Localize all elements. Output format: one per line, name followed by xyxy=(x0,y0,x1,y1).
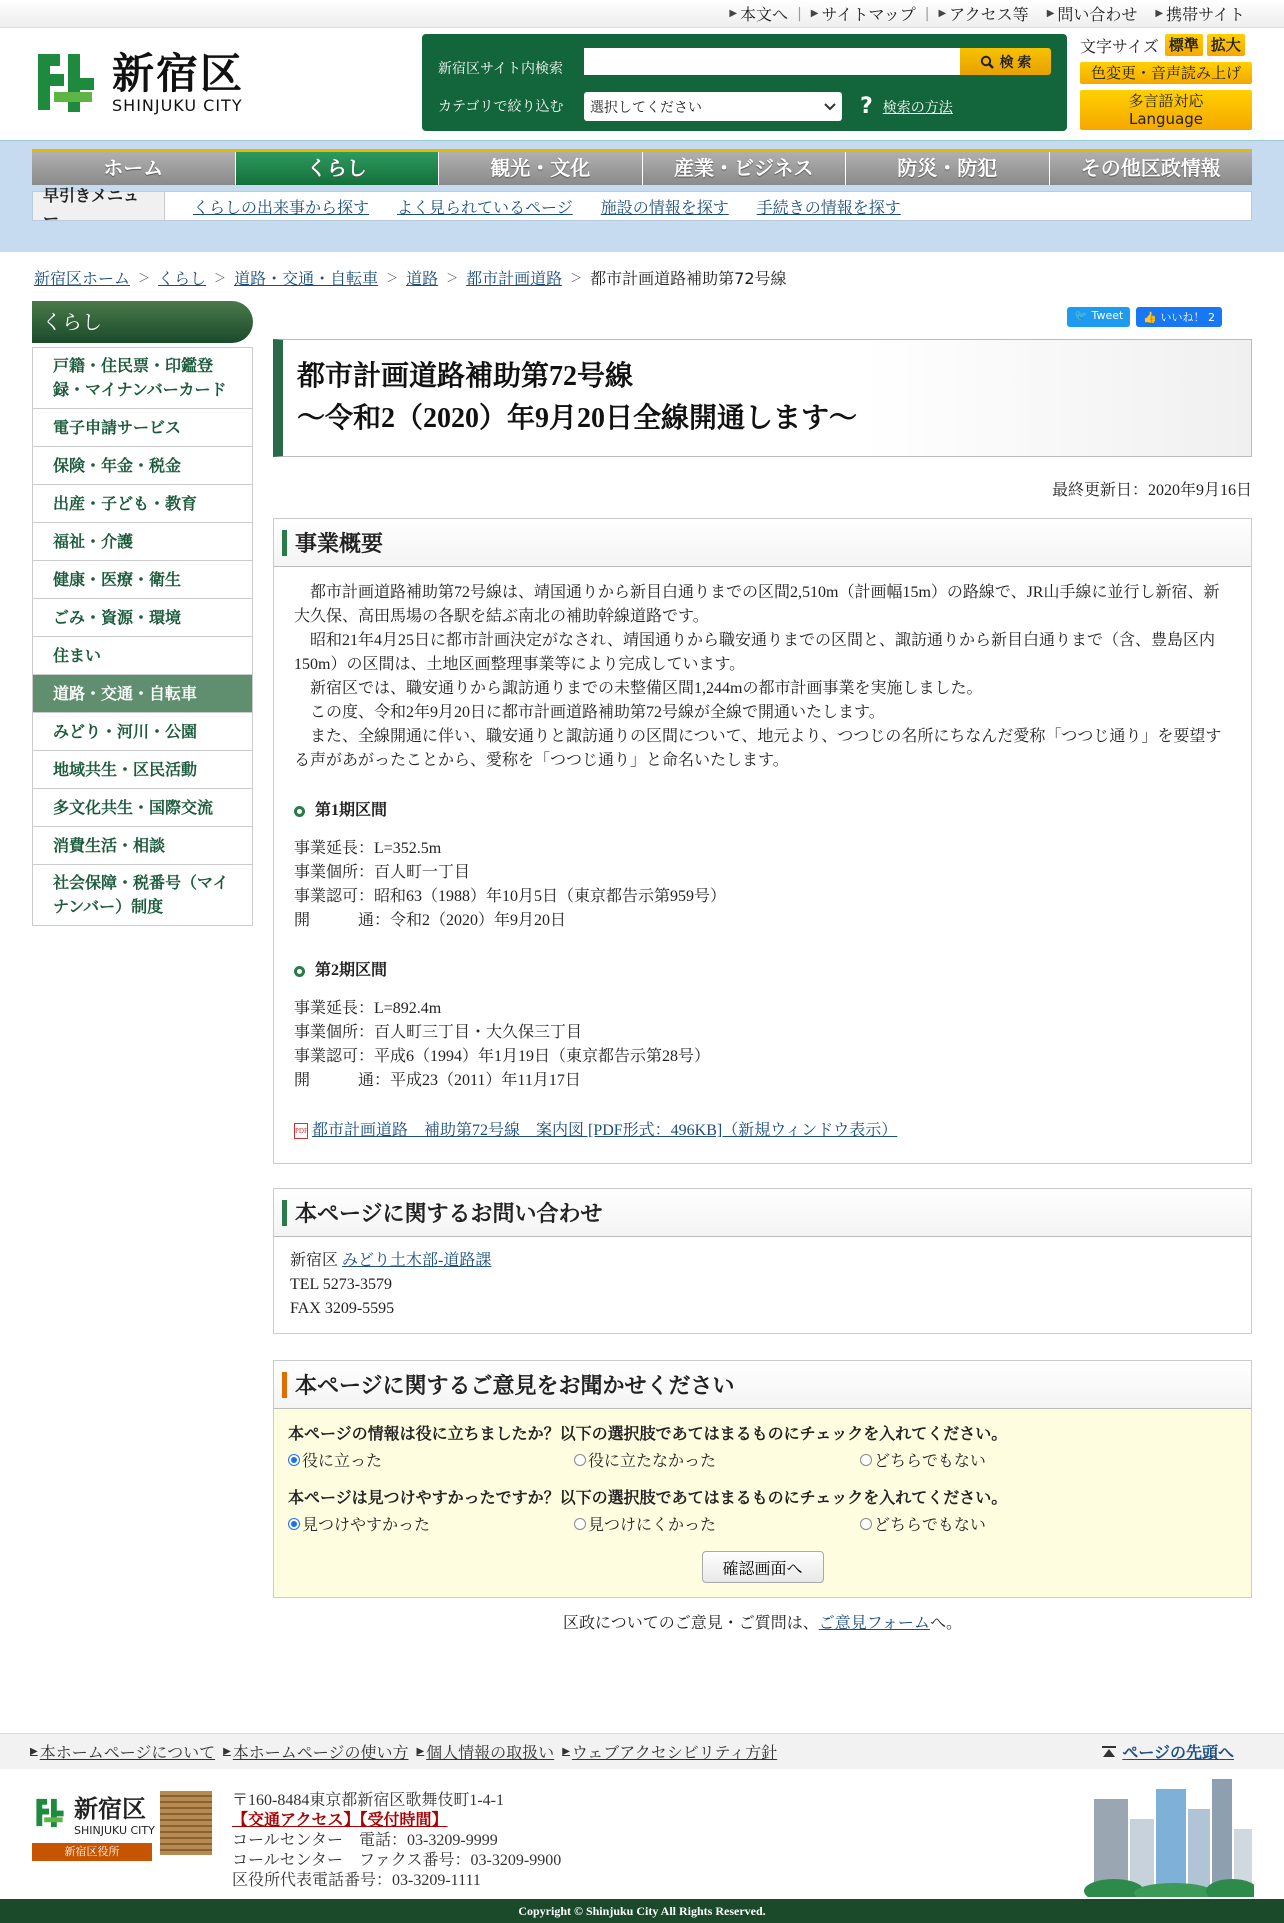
footer-link-label: 本ホームページの使い方 xyxy=(232,1743,409,1762)
breadcrumb-current: 都市計画道路補助第72号線 xyxy=(590,269,787,288)
pdf-download xyxy=(294,1119,1231,1143)
quick-menu-label: 早引きメニュー xyxy=(33,192,165,220)
sidebar-item-childbirth-education[interactable]: 出産・子ども・教育 xyxy=(33,484,252,522)
nav-tourism-culture[interactable]: 観光・文化 xyxy=(439,152,643,185)
phase1-location: 事業個所：百人町一丁目 xyxy=(294,864,471,881)
opinion-suffix: へ。 xyxy=(929,1615,962,1632)
survey-option-neutral-1[interactable] xyxy=(860,1448,1146,1471)
global-nav xyxy=(32,149,1252,185)
sidebar-item-consumer[interactable]: 消費生活・相談 xyxy=(33,826,252,864)
nav-industry-business[interactable]: 産業・ビジネス xyxy=(643,152,847,185)
util-link-sitemap[interactable]: ▶ サイトマップ xyxy=(802,2,925,25)
quick-menu xyxy=(32,186,1252,228)
page-title-line1: 都市計画道路補助第72号線 xyxy=(297,361,634,392)
tweet-label: Tweet xyxy=(1091,309,1124,322)
overview-paragraph: また、全線開通に伴い、職安通りと諏訪通りの区間について、地元より、つつじの名所にちなんだ愛称「つつじ通り」を要望する声があがったことから、愛称を「つつじ通り」と命名いたします。 xyxy=(294,728,1222,769)
search-button[interactable] xyxy=(960,48,1051,75)
main-tel: 区役所代表電話番号：03-3209-1111 xyxy=(232,1872,481,1889)
phase2-facts xyxy=(294,997,1231,1093)
option-label: どちらでもない xyxy=(874,1517,986,1534)
main-content xyxy=(273,301,1252,1633)
page-title-line2: ～令和2（2020）年9月20日全線開通します～ xyxy=(297,403,858,434)
sidebar-item-insurance-tax[interactable]: 保険・年金・税金 xyxy=(33,446,252,484)
survey-body xyxy=(274,1409,1251,1597)
search-icon xyxy=(980,55,994,69)
back-to-top-label: ページの先頭へ xyxy=(1122,1743,1234,1762)
breadcrumb-separator: ＞ xyxy=(138,271,151,285)
call-center-fax: コールセンター ファクス番号：03-3209-9900 xyxy=(232,1852,562,1869)
sidebar-item-e-application[interactable]: 電子申請サービス xyxy=(33,408,252,446)
overview-paragraph: この度、令和2年9月20日に都市計画道路補助第72号線が全線で開通いたします。 xyxy=(310,704,885,721)
contact-dept-link[interactable]: みどり土木部-道路課 xyxy=(342,1252,492,1269)
option-label: 役に立った xyxy=(302,1453,383,1470)
nav-other-govt[interactable]: その他区政情報 xyxy=(1050,152,1253,185)
footer-link-privacy[interactable]: ▶ 個人情報の取扱い xyxy=(416,1740,554,1763)
font-size-controls xyxy=(1080,34,1252,56)
radio[interactable] xyxy=(574,1518,586,1530)
survey-header xyxy=(274,1361,1251,1409)
font-size-label: 文字サイズ xyxy=(1080,36,1159,56)
overview-section xyxy=(273,518,1252,1164)
survey-question-2: 本ページは見つけやすかったですか？以下の選択肢であてはまるものにチェックを入れてください。 xyxy=(288,1490,1008,1507)
nav-kurashi[interactable]: くらし xyxy=(236,152,440,185)
overview-paragraph: 都市計画道路補助第72号線は、靖国通りから新目白通りまでの区間2,510m（計画幅15m）の路線で、JR山手線に並行し新宿、新大久保、高田馬場の各駅を結ぶ南北の補助幹線道路です。 xyxy=(294,584,1220,625)
thumbs-up-icon: 👍 xyxy=(1143,311,1161,324)
sidebar-item-green-parks[interactable]: みどり・河川・公園 xyxy=(33,712,252,750)
cityscape-illustration xyxy=(1084,1779,1254,1897)
phase2-approval: 事業認可：平成6（1994）年1月19日（東京都告示第28号） xyxy=(294,1048,711,1065)
contact-fax: FAX 3209-5595 xyxy=(290,1300,395,1317)
survey-heading: 本ページに関するご意見をお聞かせください xyxy=(295,1373,735,1398)
category-select-value: 選択してください xyxy=(590,99,702,116)
chevron-down-icon xyxy=(824,103,836,111)
sidebar-item-health[interactable]: 健康・医療・衛生 xyxy=(33,560,252,598)
nav-home[interactable]: ホーム xyxy=(32,152,236,185)
pdf-icon: PDF xyxy=(294,1123,308,1139)
survey-section xyxy=(273,1360,1252,1598)
font-size-large-button[interactable]: 拡大 xyxy=(1207,34,1245,56)
phase2-heading-text: 第2期区間 xyxy=(315,962,388,979)
survey-options-2 xyxy=(288,1512,1237,1535)
sidebar-item-housing[interactable]: 住まい xyxy=(33,636,252,674)
survey-option-neutral-2[interactable] xyxy=(860,1512,1146,1535)
page-title-box xyxy=(273,339,1252,457)
category-label: カテゴリで絞り込む xyxy=(438,99,564,115)
breadcrumb-separator: ＞ xyxy=(214,271,227,285)
contact-tel: TEL 5273-3579 xyxy=(290,1276,393,1293)
radio[interactable] xyxy=(860,1518,872,1530)
search-help xyxy=(860,94,953,119)
navigation-area xyxy=(0,140,1284,252)
footer-address-line: 〒160-8484東京都新宿区歌舞伎町1-4-1 xyxy=(232,1792,504,1809)
breadcrumb-separator: ＞ xyxy=(446,271,459,285)
call-center-tel: コールセンター 電話：03-3209-9999 xyxy=(232,1832,498,1849)
office-hours-link[interactable]: 【受付時間】 xyxy=(359,1812,448,1829)
contact-section xyxy=(273,1188,1252,1334)
ring-bullet-icon xyxy=(294,966,305,977)
contact-prefix: 新宿区 xyxy=(290,1252,339,1269)
phase1-opening: 開 通：令和2（2020）年9月20日 xyxy=(294,912,567,929)
survey-options-1 xyxy=(288,1448,1237,1471)
phase1-approval: 事業認可：昭和63（1988）年10月5日（東京都告示第959号） xyxy=(294,888,727,905)
overview-body xyxy=(274,567,1251,1163)
option-label: どちらでもない xyxy=(874,1453,986,1470)
footer-link-label: ウェブアクセシビリティ方針 xyxy=(571,1743,778,1762)
contact-heading: 本ページに関するお問い合わせ xyxy=(295,1201,603,1226)
pdf-link[interactable]: 都市計画道路 補助第72号線 案内図 [PDF形式：496KB]（新規ウィンドウ表示） xyxy=(312,1122,898,1139)
nav-disaster-security[interactable]: 防災・防犯 xyxy=(846,152,1050,185)
footer-links xyxy=(0,1733,1284,1769)
twitter-icon: 🐦 xyxy=(1074,309,1092,322)
contact-dept-line xyxy=(290,1249,1235,1273)
breadcrumb-city-plan-road[interactable]: 都市計画道路 xyxy=(466,269,563,288)
overview-paragraph: 新宿区では、職安通りから諏訪通りまでの未整備区間1,244mの都市計画事業を実施しました。 xyxy=(310,680,983,697)
quick-link-life-events[interactable]: くらしの出来事から探す xyxy=(193,197,370,217)
option-label: 役に立たなかった xyxy=(588,1453,717,1470)
site-header xyxy=(0,28,1284,140)
footer-office-label: 新宿区役所 xyxy=(32,1843,152,1861)
traffic-access-link[interactable]: 【交通アクセス】 xyxy=(232,1812,360,1829)
heading-bar xyxy=(282,530,287,556)
quick-link-popular[interactable]: よく見られているページ xyxy=(397,197,573,217)
phase2-heading xyxy=(294,959,1231,983)
util-link-skip[interactable]: ▶ 本文へ xyxy=(720,2,797,25)
accessibility-tools xyxy=(1080,34,1252,130)
language-button[interactable] xyxy=(1080,90,1252,130)
font-size-standard-button[interactable]: 標準 xyxy=(1165,34,1203,56)
like-label: いいね！ 2 xyxy=(1160,311,1215,324)
phase2-length: 事業延長：L=892.4m xyxy=(294,1000,442,1017)
site-logo[interactable] xyxy=(30,48,244,118)
footer-address xyxy=(232,1791,561,1891)
page-title xyxy=(297,356,1237,440)
search-button-label: 検 索 xyxy=(999,53,1032,70)
opinion-prefix: 区政についてのご意見・ご質問は、 xyxy=(563,1615,819,1632)
opinion-line xyxy=(273,1610,1252,1633)
sidebar xyxy=(32,301,253,1633)
heading-bar xyxy=(282,1200,287,1226)
sidebar-title: くらし xyxy=(32,301,253,343)
breadcrumb-separator: ＞ xyxy=(570,271,583,285)
social-buttons xyxy=(273,307,1252,327)
overview-header xyxy=(274,519,1251,567)
radio-selected[interactable] xyxy=(288,1518,300,1530)
footer-link-about[interactable]: ▶ 本ホームページについて xyxy=(30,1740,215,1763)
shinjuku-logo-mark-icon xyxy=(32,1796,68,1830)
footer-link-usage[interactable]: ▶ 本ホームページの使い方 xyxy=(223,1740,408,1763)
quick-link-procedures[interactable]: 手続きの情報を探す xyxy=(756,197,901,217)
breadcrumb-kurashi[interactable]: くらし xyxy=(158,269,207,288)
survey-option-easy[interactable] xyxy=(288,1512,574,1535)
logo-title: 新宿区 xyxy=(112,48,245,98)
like-button[interactable] xyxy=(1136,307,1222,327)
phase1-facts xyxy=(294,837,1231,933)
sidebar-item-road-traffic[interactable]: 道路・交通・自転車 xyxy=(33,674,252,712)
survey-option-hard[interactable] xyxy=(574,1512,860,1535)
confirm-button[interactable]: 確認画面へ xyxy=(702,1551,824,1583)
content-wrapper xyxy=(32,301,1252,1633)
sidebar-item-my-number[interactable]: 社会保障・税番号（マイナンバー）制度 xyxy=(33,864,252,925)
phase2-opening: 開 通：平成23（2011）年11月17日 xyxy=(294,1072,581,1089)
shinjuku-logo-mark-icon xyxy=(30,48,102,118)
util-link-label: 本文へ xyxy=(740,5,789,24)
breadcrumb-separator: ＞ xyxy=(386,271,399,285)
footer-logo xyxy=(32,1789,155,1861)
footer-link-label: 個人情報の取扱い xyxy=(426,1743,555,1762)
language-button-en: Language xyxy=(1128,110,1204,128)
arrow-up-icon xyxy=(1102,1746,1116,1758)
contact-body xyxy=(274,1237,1251,1333)
footer-info xyxy=(0,1769,1284,1899)
copyright: Copyright © Shinjuku City All Rights Reserved. xyxy=(0,1899,1284,1923)
back-to-top-link[interactable] xyxy=(1102,1740,1234,1763)
sidebar-item-multicultural[interactable]: 多文化共生・国際交流 xyxy=(33,788,252,826)
option-label: 見つけにくかった xyxy=(588,1517,717,1534)
survey-option-not-helpful[interactable] xyxy=(574,1448,860,1471)
breadcrumb-road[interactable]: 道路 xyxy=(406,269,439,288)
contact-header xyxy=(274,1189,1251,1237)
quick-link-facilities[interactable]: 施設の情報を探す xyxy=(600,197,729,217)
sidebar-item-community[interactable]: 地域共生・区民活動 xyxy=(33,750,252,788)
search-label: 新宿区サイト内検索 xyxy=(438,61,564,77)
tweet-button[interactable] xyxy=(1067,307,1130,327)
language-button-jp: 多言語対応 xyxy=(1128,92,1204,110)
footer-logo-subtitle: SHINJUKU CITY xyxy=(74,1824,155,1837)
color-voice-button[interactable]: 色変更・音声読み上げ xyxy=(1080,62,1252,84)
radio-selected[interactable] xyxy=(288,1454,300,1466)
util-link-access[interactable]: ▶ アクセス等 xyxy=(929,2,1037,25)
ring-bullet-icon xyxy=(294,806,305,817)
sidebar-item-garbage[interactable]: ごみ・資源・環境 xyxy=(33,598,252,636)
util-link-mobile[interactable]: ▶ 携帯サイト xyxy=(1146,2,1254,25)
sidebar-list xyxy=(32,347,253,926)
search-input[interactable] xyxy=(584,48,960,75)
footer-link-accessibility[interactable]: ▶ ウェブアクセシビリティ方針 xyxy=(562,1740,777,1763)
util-link-contact[interactable]: ▶ 問い合わせ xyxy=(1038,2,1147,25)
option-label: 見つけやすかった xyxy=(302,1517,431,1534)
opinion-form-link[interactable]: ご意見フォーム xyxy=(818,1615,930,1632)
utility-bar: ▶ 本文へ | ▶ サイトマップ | ▶ アクセス等 ▶ 問い合わせ ▶ 携帯サイト xyxy=(0,0,1284,28)
breadcrumb-home[interactable]: 新宿区ホーム xyxy=(34,269,131,288)
phase1-heading-text: 第1期区間 xyxy=(315,802,388,819)
survey-question-1: 本ページの情報は役に立ちましたか？以下の選択肢であてはまるものにチェックを入れてください。 xyxy=(288,1426,1008,1443)
survey-option-helpful[interactable] xyxy=(288,1448,574,1471)
util-link-label: 携帯サイト xyxy=(1166,5,1245,24)
phase2-location: 事業個所：百人町三丁目・大久保三丁目 xyxy=(294,1024,583,1041)
breadcrumb xyxy=(34,266,1250,289)
overview-paragraph: 昭和21年4月25日に都市計画決定がなされ、靖国通りから職安通りまでの区間と、諏訪通りから新目白通りまで（含、豊島区内150m）の区間は、土地区画整理事業等により完成しています。 xyxy=(294,632,1215,673)
city-hall-building-image xyxy=(160,1791,212,1855)
heading-bar xyxy=(282,1372,287,1398)
footer-logo-title: 新宿区 xyxy=(74,1795,146,1823)
last-updated: 最終更新日：2020年9月16日 xyxy=(1051,482,1252,499)
category-select[interactable] xyxy=(584,92,842,121)
phase1-heading xyxy=(294,799,1231,823)
sidebar-item-welfare[interactable]: 福祉・介護 xyxy=(33,522,252,560)
logo-subtitle: SHINJUKU CITY xyxy=(112,95,243,115)
util-link-label: 問い合わせ xyxy=(1057,5,1138,24)
radio[interactable] xyxy=(574,1454,586,1466)
sidebar-item-family-register[interactable]: 戸籍・住民票・印鑑登録・マイナンバーカード xyxy=(33,347,252,408)
search-panel xyxy=(422,34,1067,131)
footer-access-links xyxy=(232,1811,561,1831)
search-help-link[interactable]: 検索の方法 xyxy=(882,99,953,116)
util-link-label: サイトマップ xyxy=(821,5,916,24)
breadcrumb-road-traffic[interactable]: 道路・交通・自転車 xyxy=(234,269,379,288)
footer-link-label: 本ホームページについて xyxy=(39,1743,216,1762)
radio[interactable] xyxy=(860,1454,872,1466)
util-link-label: アクセス等 xyxy=(949,5,1029,24)
question-icon: ? xyxy=(860,94,873,119)
phase1-length: 事業延長：L=352.5m xyxy=(294,840,442,857)
overview-heading: 事業概要 xyxy=(295,531,384,556)
